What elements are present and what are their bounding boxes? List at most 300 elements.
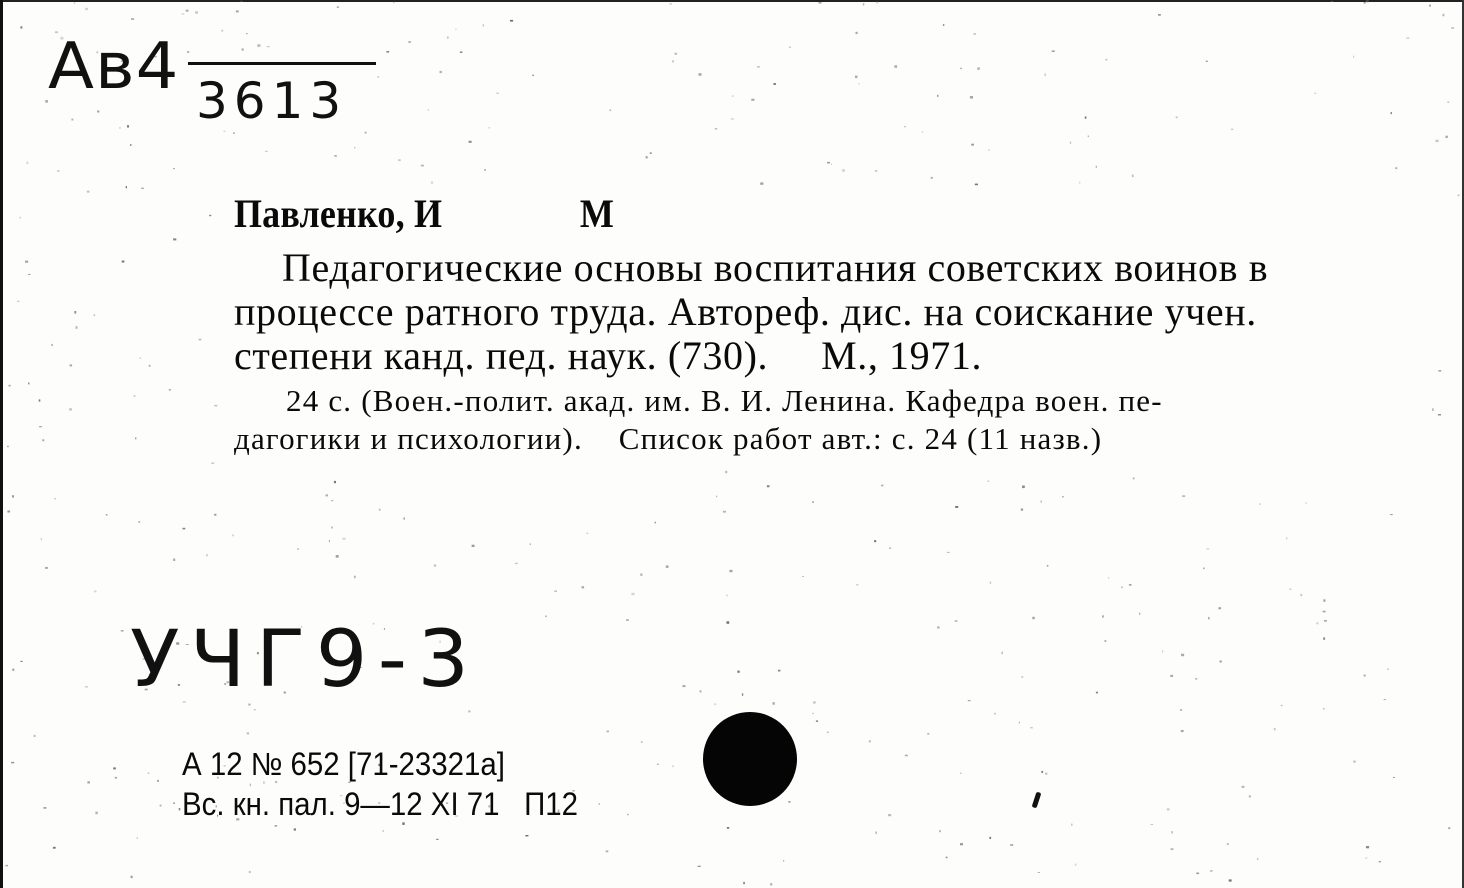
scan-speck — [869, 740, 871, 742]
scan-speck — [326, 494, 329, 496]
scan-speck — [1167, 808, 1170, 810]
scan-speck — [1365, 858, 1367, 859]
scan-speck — [122, 261, 125, 263]
scan-speck — [336, 555, 339, 558]
scan-speck — [856, 32, 858, 34]
scan-speck — [1458, 195, 1460, 197]
scan-speck — [1438, 414, 1441, 416]
author-heading — [234, 188, 1296, 240]
scan-speck — [532, 75, 534, 76]
scan-speck — [1070, 142, 1071, 144]
scan-speck — [1447, 101, 1449, 103]
scan-speck — [1038, 872, 1040, 873]
scan-speck — [727, 827, 729, 829]
scan-speck — [214, 514, 216, 516]
scan-speck — [1151, 824, 1154, 825]
scan-speck — [1390, 514, 1393, 515]
scan-speck — [126, 186, 127, 188]
scan-speck — [160, 805, 162, 807]
scan-speck — [1366, 0, 1369, 2]
scan-speck — [469, 141, 472, 143]
scan-speck — [74, 311, 76, 314]
scan-speck — [803, 576, 804, 577]
title-line: Педагогические основы воспитания советских воинов в — [282, 245, 1269, 290]
scan-speck — [1105, 640, 1107, 642]
scan-speck — [186, 10, 189, 12]
scan-speck — [247, 732, 249, 734]
scan-speck — [1323, 708, 1324, 710]
scan-speck — [1314, 93, 1316, 94]
scan-speck — [1139, 613, 1140, 615]
scan-speck — [714, 703, 716, 705]
scan-speck — [859, 83, 860, 84]
scan-speck — [1286, 537, 1287, 539]
scan-speck — [672, 60, 674, 62]
scan-speck — [515, 563, 518, 564]
scan-speck — [148, 772, 150, 774]
scan-speck — [856, 584, 858, 585]
scan-speck — [275, 825, 278, 827]
scan-speck — [1219, 607, 1221, 609]
scan-speck — [1019, 722, 1020, 724]
scan-speck — [831, 164, 832, 165]
scan-speck — [249, 871, 251, 872]
scan-speck — [975, 184, 978, 186]
scan-speck — [960, 843, 963, 845]
scan-speck — [1045, 74, 1046, 76]
scan-speck — [6, 865, 8, 866]
scan-speck — [119, 127, 120, 129]
scan-speck — [1088, 136, 1089, 138]
scan-speck — [11, 762, 14, 763]
scan-speck — [342, 538, 345, 540]
scan-speck — [297, 548, 298, 550]
scan-speck — [725, 471, 727, 474]
scan-speck — [960, 773, 962, 774]
scan-speck — [1387, 668, 1388, 670]
scan-speck — [246, 33, 247, 34]
scan-speck — [586, 533, 588, 534]
scan-speck — [173, 559, 175, 562]
scan-speck — [666, 565, 669, 568]
call-number-suffix: 3613 — [196, 72, 348, 130]
scan-speck — [236, 10, 239, 12]
scan-speck — [1219, 661, 1222, 663]
scan-speck — [379, 509, 381, 512]
scan-speck — [1257, 858, 1258, 860]
scan-speck — [233, 132, 235, 133]
scan-speck — [1001, 652, 1003, 655]
scan-speck — [641, 741, 643, 743]
scan-speck — [510, 20, 513, 22]
scan-speck — [1170, 675, 1173, 677]
scan-speck — [113, 767, 116, 769]
scan-speck — [955, 506, 958, 508]
scan-speck — [990, 582, 991, 584]
scan-speck — [334, 155, 337, 157]
scan-speck — [1249, 795, 1251, 797]
scan-speck — [1041, 771, 1043, 773]
bibliographic-entry — [234, 188, 1414, 458]
scan-speck — [267, 46, 270, 47]
scan-speck — [1364, 675, 1366, 677]
scan-speck — [21, 661, 23, 662]
scan-speck — [931, 177, 933, 179]
scan-speck — [675, 53, 678, 55]
scan-speck — [789, 47, 791, 48]
scan-speck — [818, 2, 821, 3]
scan-speck — [240, 1, 242, 2]
scan-speck — [1445, 136, 1448, 138]
scan-speck — [1353, 761, 1356, 763]
scan-speck — [971, 144, 974, 146]
scan-speck — [1132, 175, 1134, 178]
scan-speck — [1323, 611, 1326, 613]
scan-speck — [650, 152, 652, 154]
imprint-line: Вс. кн. пал. 9—12 XI 71 П12 — [182, 786, 578, 822]
scan-speck — [460, 52, 463, 53]
scan-speck — [383, 830, 384, 831]
scan-speck — [1182, 496, 1185, 497]
scan-speck — [640, 574, 642, 576]
scan-speck — [827, 732, 829, 733]
scan-speck — [726, 595, 728, 597]
scan-speck — [87, 781, 90, 783]
scan-speck — [232, 534, 233, 536]
scan-speck — [1129, 584, 1132, 585]
scan-speck — [496, 93, 499, 94]
registration-imprint — [182, 744, 578, 824]
scan-speck — [214, 405, 217, 406]
scan-speck — [1274, 728, 1276, 730]
scan-speck — [1231, 129, 1233, 130]
scan-speck — [922, 131, 924, 132]
scan-speck — [599, 803, 600, 805]
scan-speck — [1242, 786, 1245, 788]
scan-speck — [855, 76, 858, 79]
scan-speck — [530, 543, 531, 545]
scan-speck — [484, 169, 485, 171]
scan-speck — [1364, 2, 1366, 4]
scan-speck — [1448, 827, 1450, 829]
scan-speck — [45, 567, 48, 569]
scan-speck — [582, 586, 585, 588]
scan-speck — [135, 437, 136, 439]
scan-speck — [670, 3, 672, 4]
scan-speck — [173, 168, 175, 169]
scan-speck — [1323, 599, 1325, 602]
scan-speck — [1108, 577, 1109, 578]
scan-speck — [988, 149, 989, 151]
scan-speck — [1432, 408, 1433, 410]
scan-speck — [699, 73, 702, 76]
scan-speck — [788, 801, 790, 803]
scan-speck — [626, 620, 629, 621]
scan-speck — [173, 802, 175, 804]
scan-speck — [121, 630, 124, 631]
scan-speck — [1206, 61, 1208, 62]
scan-speck — [863, 3, 865, 6]
scan-speck — [682, 685, 685, 687]
collation-line: дагогики и психологии). Список работ авт.: с. 24 (11 назв.) — [234, 421, 1103, 456]
scan-speck — [927, 733, 929, 734]
scan-speck — [199, 339, 202, 340]
scan-speck — [1379, 861, 1381, 862]
scan-speck — [20, 217, 21, 219]
scan-speck — [905, 126, 906, 127]
scan-speck — [943, 24, 944, 26]
scan-speck — [39, 426, 42, 427]
scan-speck — [751, 99, 754, 101]
scan-speck — [757, 66, 760, 67]
scan-speck — [1176, 117, 1178, 119]
scan-speck — [1096, 692, 1098, 694]
imprint-line: А 12 № 652 [71-23321а] — [182, 746, 505, 782]
scan-speck — [554, 591, 557, 592]
scan-speck — [265, 151, 268, 152]
scan-speck — [1062, 496, 1064, 497]
call-number-prefix: Ав4 — [48, 30, 180, 104]
scan-speck — [767, 485, 770, 487]
scan-speck — [74, 2, 75, 3]
scan-speck — [1181, 730, 1184, 732]
scan-speck — [812, 713, 813, 714]
scan-speck — [700, 690, 702, 692]
scan-speck — [1181, 654, 1184, 657]
scan-speck — [994, 713, 996, 715]
scan-speck — [432, 182, 433, 184]
scan-speck — [743, 882, 745, 884]
scan-speck — [905, 755, 908, 757]
scan-speck — [939, 830, 940, 832]
scan-speck — [468, 711, 470, 713]
scan-speck — [970, 96, 973, 98]
author-initial: М — [579, 191, 615, 236]
scan-speck — [1079, 181, 1080, 183]
scan-speck — [20, 26, 22, 28]
collation-line: 24 с. (Воен.-полит. акад. им. В. И. Ленина. Кафедра воен. пе- — [286, 383, 1163, 418]
scan-speck — [257, 44, 260, 47]
scan-speck — [334, 481, 336, 483]
scan-speck — [727, 621, 730, 624]
scan-speck — [610, 109, 612, 111]
scan-speck — [179, 808, 181, 810]
scan-speck — [434, 565, 436, 567]
scan-speck — [254, 709, 256, 710]
scan-speck — [138, 521, 140, 523]
scan-speck — [157, 780, 159, 782]
scan-speck — [182, 14, 185, 15]
scan-speck — [874, 540, 876, 542]
scan-speck — [42, 439, 44, 441]
scan-speck — [657, 764, 659, 765]
scan-speck — [973, 33, 976, 35]
scan-speck — [34, 735, 36, 737]
scan-speck — [1171, 831, 1173, 833]
scan-speck — [489, 127, 490, 128]
scan-speck — [816, 720, 818, 722]
scan-speck — [57, 170, 60, 171]
scan-speck — [386, 51, 389, 52]
scan-speck — [337, 6, 339, 7]
scan-speck — [773, 83, 776, 85]
scan-speck — [7, 446, 9, 447]
scan-speck — [1052, 51, 1055, 52]
scan-speck — [783, 860, 784, 862]
scan-speck — [94, 314, 96, 316]
scan-speck — [71, 119, 73, 121]
scan-speck — [770, 883, 772, 885]
scan-speck — [1259, 504, 1261, 505]
scan-speck — [715, 128, 717, 129]
scan-speck — [85, 8, 88, 10]
scan-speck — [646, 156, 648, 158]
scan-speck — [149, 365, 151, 367]
scan-speck — [331, 527, 332, 529]
scan-speck — [1203, 568, 1204, 570]
scan-speck — [946, 857, 948, 859]
scan-speck — [242, 48, 244, 50]
scan-speck — [723, 511, 726, 513]
scan-speck — [977, 67, 980, 70]
scan-speck — [1162, 650, 1163, 652]
scan-speck — [1393, 777, 1395, 778]
scan-speck — [1102, 615, 1104, 617]
scan-speck — [94, 591, 97, 593]
scan-speck — [1395, 167, 1397, 169]
scan-speck — [28, 274, 30, 275]
scan-speck — [115, 777, 117, 779]
scan-speck — [607, 731, 610, 733]
scan-speck — [988, 481, 990, 482]
scan-speck — [106, 514, 108, 515]
scan-speck — [842, 169, 845, 172]
scan-speck — [127, 125, 129, 128]
scan-speck — [87, 191, 90, 193]
scan-speck — [1096, 166, 1097, 168]
scan-speck — [95, 812, 97, 815]
scan-speck — [43, 807, 46, 809]
scan-speck — [134, 396, 136, 397]
scan-speck — [876, 832, 877, 834]
scan-speck — [404, 518, 405, 520]
scan-speck — [1171, 848, 1174, 850]
scan-speck — [483, 24, 484, 26]
scan-speck — [398, 159, 401, 160]
scan-speck — [141, 188, 144, 189]
scan-speck — [1305, 503, 1306, 504]
scan-speck — [39, 399, 41, 401]
scan-speck — [1021, 508, 1023, 510]
scan-speck — [1133, 478, 1135, 480]
scan-speck — [955, 620, 958, 621]
scan-speck — [7, 511, 10, 513]
scan-speck — [408, 41, 411, 43]
scan-speck — [698, 866, 701, 867]
scan-speck — [1047, 565, 1049, 567]
scan-speck — [1210, 870, 1213, 871]
scan-speck — [1331, 1, 1333, 2]
scan-speck — [1206, 548, 1209, 549]
scan-speck — [672, 765, 673, 767]
scan-speck — [131, 18, 134, 20]
scan-speck — [421, 165, 424, 167]
scan-speck — [1158, 14, 1161, 16]
scan-speck — [209, 215, 211, 216]
scan-speck — [472, 545, 475, 547]
scan-speck — [1323, 637, 1325, 639]
scan-speck — [1105, 59, 1107, 61]
scan-speck — [428, 109, 429, 110]
scan-speck — [97, 111, 99, 113]
scan-speck — [737, 671, 739, 673]
scan-speck — [53, 847, 56, 849]
scan-speck — [294, 828, 296, 830]
scan-speck — [1032, 617, 1035, 619]
scan-speck — [455, 29, 456, 30]
scan-speck — [224, 131, 226, 132]
scan-speck — [221, 30, 223, 32]
scan-speck — [1316, 622, 1318, 624]
scan-speck — [813, 701, 816, 703]
scan-speck — [354, 147, 355, 148]
scan-speck — [1442, 14, 1444, 16]
scan-speck — [76, 326, 78, 329]
scan-speck — [12, 495, 14, 497]
scan-speck — [354, 576, 356, 579]
scan-speck — [329, 540, 330, 542]
scan-speck — [1451, 27, 1454, 29]
scan-speck — [812, 501, 813, 503]
scan-speck — [206, 554, 208, 556]
scan-speck — [365, 132, 367, 134]
scan-speck — [732, 95, 733, 97]
scan-speck — [606, 851, 609, 853]
scan-speck — [1353, 56, 1354, 58]
scan-speck — [331, 500, 333, 501]
scan-speck — [631, 593, 634, 595]
scan-speck — [1429, 5, 1430, 7]
scan-speck — [130, 144, 132, 146]
scan-speck — [989, 837, 991, 839]
scan-speck — [1010, 844, 1013, 846]
scan-speck — [937, 95, 938, 97]
classification-mark: УЧГ9-3 — [130, 615, 480, 705]
scan-speck — [137, 837, 139, 838]
scan-speck — [888, 814, 891, 816]
scan-speck — [1045, 773, 1047, 775]
scan-speck — [187, 51, 189, 52]
scan-speck — [731, 118, 734, 119]
scan-speck — [1180, 709, 1182, 711]
scan-speck — [655, 522, 656, 524]
scan-speck — [183, 528, 186, 530]
scan-speck — [742, 693, 743, 696]
scan-speck — [12, 669, 14, 671]
scan-speck — [947, 552, 950, 553]
scan-speck — [525, 835, 528, 836]
scan-speck — [447, 37, 448, 39]
scan-speck — [875, 170, 877, 171]
scan-speck — [1196, 873, 1199, 875]
scan-speck — [881, 485, 884, 487]
scan-speck — [937, 626, 940, 628]
scan-speck — [1121, 586, 1123, 588]
scan-speck — [17, 301, 20, 302]
scan-speck — [1438, 370, 1441, 371]
scan-speck — [760, 182, 763, 184]
scan-speck — [627, 814, 628, 815]
